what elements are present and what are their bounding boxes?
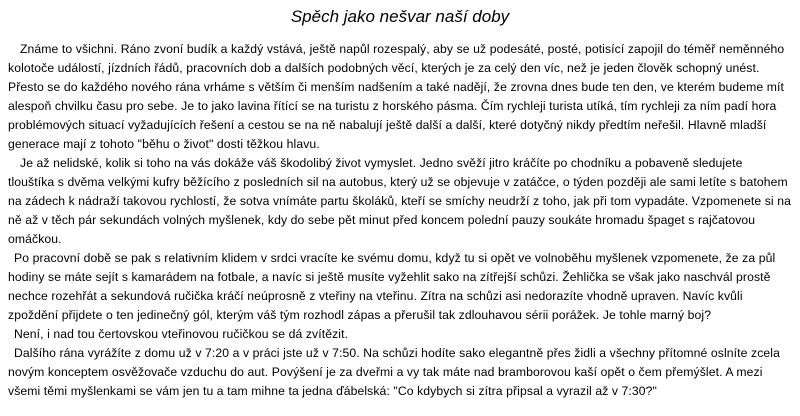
paragraph-1 <box>8 40 792 154</box>
paragraph-text: Známe to všichni. Ráno zvoní budík a každý vstává, ještě napůl rozespalý, aby se už podesáté, posté, potisící zapojil do téměř neměnného kolotoče událostí, jízdních řádů, pracovních dob a dalších podobných věcí, kterých je za celý den víc, než je jeden člověk schopný unést. Přesto se do každého nového rána vrháme s větším či menším nadšením a také nadějí, že zrovna dnes bude ten den, ve kterém budeme mít alespoň chvilku času pro sebe. Je to jako lavina řítící se na turistu z horského pásma. Čím rychleji turista utíká, tím rychleji za ním padí hora problémových situací vyžadujících řešení a cestou se na ně nabalují ještě další a další, které dotyčný nikdy předtím neřešil. Hlavně mladší generace mají z tohoto "běhu o život" dosti těžkou hlavu. <box>8 42 785 151</box>
paragraph-3 <box>8 249 792 325</box>
paragraph-text: Dalšího rána vyrážíte z domu už v 7:20 a v práci jste už v 7:50. Na schůzi hodíte sako elegantně přes židli a všechny přítomné oslníte zcela novým konceptem osvěžovače vzduchu do aut. Povýšení je za dveřmi a vy tak máte nad bramborovou kaší opět o čem přemýšlet. A mezi všemi těmi myšlenkami se vám jen tu a tam mihne ta jedna ďábelská: "Co kdybych si zítra připsal a vyrazil až v 7:30?" <box>8 346 780 398</box>
paragraph-5 <box>8 344 792 401</box>
document-body <box>8 40 792 401</box>
document-title: Spěch jako nešvar naší doby <box>290 7 510 26</box>
paragraph-text: Po pracovní době se pak s relativním klidem v srdci vracíte ke svému domu, když tu si opět ve volnoběhu myšlenek vzpomenete, že za půl hodiny se máte sejít s kamarádem na fotbale, a navíc si ještě musíte vyžehlit sako na zítřejší schůzi. Žehlička se však jako naschvál prostě nechce rozehřát a sekundová ručička kráčí neúprosně z vteřiny na vteřinu. Zítra na schůzi asi nedorazíte vhodně upraven. Navíc kvůli zpoždění přijdete o ten jedinečný gól, kterým váš tým rozhodl zápas a přerušil tak zdlouhavou sérii porážek. Je tohle marný boj? <box>8 251 776 322</box>
paragraph-text: Je až nelidské, kolik si toho na vás dokáže váš škodolibý život vymyslet. Jedno svěží jitro kráčíte po chodníku a pobaveně sledujete tlouštíka s dvěma velkými kufry běžícího z posledních sil na autobus, který už se objevuje v zatáčce, o týden později ale sami letíte s batohem na zádech k nádraží takovou rychlostí, že sotva vnímáte partu školáků, kteří se smíchy neudrží z toho, jak při tom vypadáte. Vzpomenete si na ně až v těch pár sekundách volných myšlenek, kdy do sebe pět minut před koncem polední pauzy soukáte hromadu špaget s rajčatovou omáčkou. <box>8 156 791 246</box>
paragraph-4 <box>8 325 792 344</box>
paragraph-2 <box>8 154 792 249</box>
paragraph-text: Není, i nad tou čertovskou vteřinovou ručičkou se dá zvítězit. <box>14 327 349 341</box>
